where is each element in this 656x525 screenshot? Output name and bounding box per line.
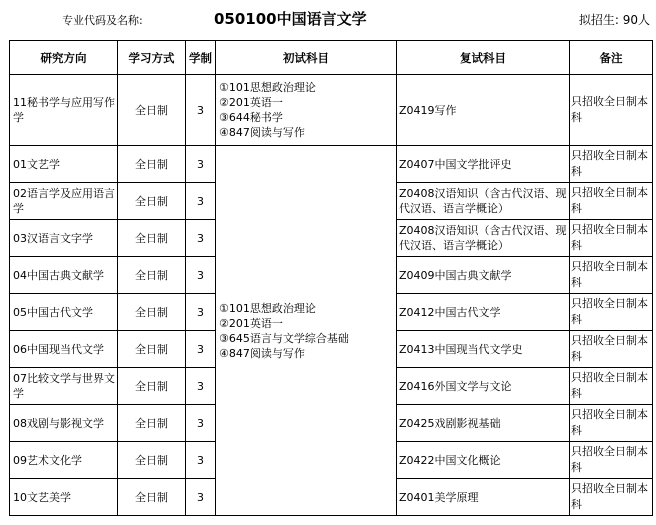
exam-subject: ①101思想政治理论 (219, 301, 316, 315)
mode-cell: 全日制 (118, 146, 186, 183)
retest-cell: Z0412中国古代文学 (397, 294, 570, 331)
mode-cell: 全日制 (118, 220, 186, 257)
note-cell: 只招收全日制本科 (570, 368, 653, 405)
exam-subject: ②201英语一 (219, 316, 283, 330)
col-header-direction: 研究方向 (10, 41, 118, 75)
years-cell: 3 (186, 294, 216, 331)
years-cell: 3 (186, 75, 216, 146)
mode-cell: 全日制 (118, 257, 186, 294)
major-title: 050100中国语言文学 (214, 10, 367, 28)
direction-cell: 07比较文学与世界文学 (10, 368, 118, 405)
retest-cell: Z0425戏剧影视基础 (397, 405, 570, 442)
major-code-label: 专业代码及名称: (62, 14, 143, 27)
years-cell: 3 (186, 257, 216, 294)
col-header-years: 学制 (186, 41, 216, 75)
retest-cell: Z0408汉语知识（含古代汉语、现代汉语、语言学概论） (397, 220, 570, 257)
table-header-row (10, 41, 653, 75)
direction-cell: 06中国现当代文学 (10, 331, 118, 368)
table-row (10, 75, 653, 146)
note-cell: 只招收全日制本科 (570, 183, 653, 220)
exam-subject: ④847阅读与写作 (219, 126, 305, 139)
mode-cell: 全日制 (118, 331, 186, 368)
retest-cell: Z0408汉语知识（含古代汉语、现代汉语、语言学概论） (397, 183, 570, 220)
mode-cell: 全日制 (118, 405, 186, 442)
direction-cell: 11秘书学与应用写作学 (10, 75, 118, 146)
direction-cell: 10文艺美学 (10, 479, 118, 516)
mode-cell: 全日制 (118, 479, 186, 516)
direction-cell: 09艺术文化学 (10, 442, 118, 479)
direction-cell: 08戏剧与影视文学 (10, 405, 118, 442)
years-cell: 3 (186, 220, 216, 257)
note-cell: 只招收全日制本科 (570, 220, 653, 257)
shared-exam-cell (216, 146, 397, 516)
exam-subject: ③645语言与文学综合基础 (219, 331, 349, 345)
mode-cell: 全日制 (118, 183, 186, 220)
mode-cell: 全日制 (118, 368, 186, 405)
note-cell: 只招收全日制本科 (570, 331, 653, 368)
enrollment-quota: 拟招生: 90人 (578, 13, 650, 27)
direction-cell: 02语言学及应用语言学 (10, 183, 118, 220)
exam-subject: ③644秘书学 (219, 111, 283, 124)
years-cell: 3 (186, 368, 216, 405)
direction-cell: 01文艺学 (10, 146, 118, 183)
exam-subject: ④847阅读与写作 (219, 346, 305, 360)
years-cell: 3 (186, 479, 216, 516)
note-cell: 只招收全日制本科 (570, 479, 653, 516)
years-cell: 3 (186, 442, 216, 479)
page-header (0, 0, 656, 40)
note-cell: 只招收全日制本科 (570, 442, 653, 479)
note-cell: 只招收全日制本科 (570, 75, 653, 146)
note-cell: 只招收全日制本科 (570, 294, 653, 331)
direction-cell: 04中国古典文献学 (10, 257, 118, 294)
exam-cell (216, 75, 397, 146)
direction-cell: 03汉语言文字学 (10, 220, 118, 257)
retest-cell: Z0409中国古典文献学 (397, 257, 570, 294)
retest-cell: Z0422中国文化概论 (397, 442, 570, 479)
direction-cell: 05中国古代文学 (10, 294, 118, 331)
exam-subject: ②201英语一 (219, 96, 283, 109)
retest-cell: Z0416外国文学与文论 (397, 368, 570, 405)
col-header-exam: 初试科目 (216, 41, 397, 75)
col-header-retest: 复试科目 (397, 41, 570, 75)
table-row (10, 146, 653, 183)
mode-cell: 全日制 (118, 442, 186, 479)
col-header-mode: 学习方式 (118, 41, 186, 75)
exam-subject: ①101思想政治理论 (219, 81, 316, 94)
retest-cell: Z0407中国文学批评史 (397, 146, 570, 183)
note-cell: 只招收全日制本科 (570, 146, 653, 183)
note-cell: 只招收全日制本科 (570, 257, 653, 294)
mode-cell: 全日制 (118, 75, 186, 146)
col-header-note: 备注 (570, 41, 653, 75)
retest-cell: Z0419写作 (397, 75, 570, 146)
years-cell: 3 (186, 146, 216, 183)
years-cell: 3 (186, 331, 216, 368)
retest-cell: Z0413中国现当代文学史 (397, 331, 570, 368)
years-cell: 3 (186, 405, 216, 442)
program-table (9, 40, 653, 516)
retest-cell: Z0401美学原理 (397, 479, 570, 516)
years-cell: 3 (186, 183, 216, 220)
mode-cell: 全日制 (118, 294, 186, 331)
note-cell: 只招收全日制本科 (570, 405, 653, 442)
